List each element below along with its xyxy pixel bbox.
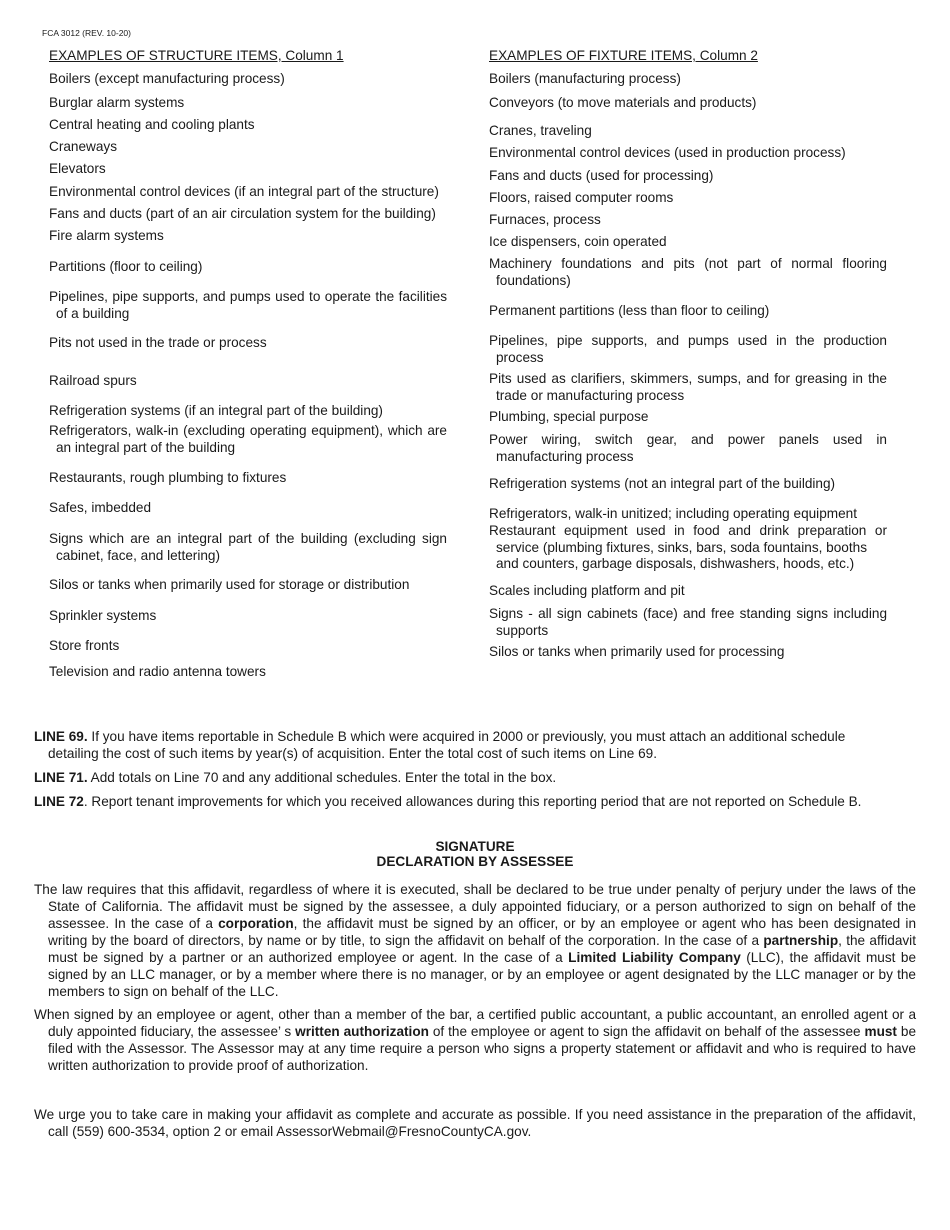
fixture-item <box>489 409 887 426</box>
fixture-item <box>489 644 887 661</box>
structure-item <box>49 423 447 456</box>
structure-item <box>49 259 447 276</box>
item-text: Craneways <box>49 139 117 154</box>
item-text: Pits not used in the trade or process <box>49 335 267 350</box>
fixture-item <box>489 476 887 493</box>
fixture-item <box>489 506 887 523</box>
item-text: Pipelines, pipe supports, and pumps used in the production <box>489 333 887 348</box>
text: (LLC), the affidavit must be signed by an LLC manager, or by a member where there is no manager, or by an employee or agent designated by the LLC manager or by the members to sign on behalf of the LLC. <box>48 950 916 999</box>
item-text-continued: of a building <box>56 305 130 321</box>
form-number: FCA 3012 (REV. 10-20) <box>42 28 131 38</box>
fixture-item <box>489 256 887 289</box>
text: , the affidavit must be signed by an officer, or by an employee or agent who has been designated in writing by the board of directors, by name or by title, to sign the affidavit on behalf of the corporation. In the case of a <box>48 916 917 948</box>
item-text: Furnaces, process <box>489 212 601 227</box>
fixture-item <box>489 303 887 320</box>
item-text: Burglar alarm systems <box>49 95 185 110</box>
structure-item <box>49 638 447 655</box>
structure-item <box>49 228 447 245</box>
item-text: Partitions (floor to ceiling) <box>49 259 203 274</box>
fixture-item <box>489 123 887 140</box>
line-69-instruction <box>34 728 894 762</box>
structure-item <box>49 71 447 88</box>
bold-text: Limited Liability Company <box>568 950 741 965</box>
item-text: Refrigeration systems (if an integral part of the building) <box>49 403 383 418</box>
structure-item <box>49 608 447 625</box>
line-label: LINE 72 <box>34 794 84 809</box>
structure-item <box>49 373 447 390</box>
item-text: Fans and ducts (used for processing) <box>489 168 714 183</box>
structure-item <box>49 531 447 564</box>
signature-title: SIGNATURE <box>435 839 515 854</box>
item-text: Ice dispensers, coin operated <box>489 234 667 249</box>
fixture-item <box>489 333 887 366</box>
item-text: Fans and ducts (part of an air circulation system for the building) <box>49 206 436 221</box>
line-text: . Report tenant improvements for which you received allowances during this reporting period that are not reported on Schedule B. <box>83 794 862 809</box>
text: , the affidavit must be signed by a partner or an authorized employee or agent. In the case of a <box>48 933 916 965</box>
structure-item <box>49 184 447 201</box>
bold-text: must <box>864 1024 897 1039</box>
item-text: Central heating and cooling plants <box>49 117 255 132</box>
item-text: Signs - all sign cabinets (face) and free standing signs including <box>489 606 887 621</box>
assistance-paragraph: We urge you to take care in making your affidavit as complete and accurate as possible. If you need assistance in the preparation of the affidavit, call (559) 600-3534, option 2 or email AssessorWebmail@FresnoCountyCA.gov. <box>34 1107 916 1139</box>
item-text-continued: process <box>496 349 544 365</box>
line-label: LINE 71. <box>34 770 88 785</box>
fixture-item <box>489 190 887 207</box>
item-text-continued: foundations) <box>496 272 571 288</box>
fixture-item <box>489 212 887 229</box>
line-72-instruction <box>34 793 894 810</box>
fixture-item <box>489 168 887 185</box>
text: of the employee or agent to sign the affidavit on behalf of the assessee <box>428 1024 865 1039</box>
item-text: Refrigerators, walk-in (excluding operating equipment), which are <box>49 423 447 438</box>
item-text: Environmental control devices (used in production process) <box>489 145 846 160</box>
structure-item <box>49 139 447 156</box>
item-text: Television and radio antenna towers <box>49 664 266 679</box>
structure-item <box>49 206 447 223</box>
fixture-item <box>489 583 887 600</box>
structure-item <box>49 117 447 134</box>
item-text-continued: an integral part of the building <box>56 439 236 455</box>
item-text: Boilers (manufacturing process) <box>489 71 681 86</box>
item-text: Refrigeration systems (not an integral part of the building) <box>489 476 836 491</box>
item-text: Restaurants, rough plumbing to fixtures <box>49 470 287 485</box>
item-text: Restaurant equipment used in food and drink preparation or <box>489 523 887 538</box>
fixture-item <box>489 145 887 162</box>
item-text: Cranes, traveling <box>489 123 592 138</box>
item-text: Railroad spurs <box>49 373 137 388</box>
item-text-continued: and counters, garbage disposals, dishwashers, hoods, etc.) <box>496 556 855 571</box>
item-text-continued: service (plumbing fixtures, sinks, bars, soda fountains, booths <box>496 539 867 555</box>
structure-column-title: EXAMPLES OF STRUCTURE ITEMS, Column 1 <box>49 48 344 63</box>
line-text: Add totals on Line 70 and any additional schedules. Enter the total in the box. <box>87 770 557 785</box>
fixture-item <box>489 523 887 573</box>
fixture-column-title: EXAMPLES OF FIXTURE ITEMS, Column 2 <box>489 48 758 63</box>
structure-item <box>49 577 447 594</box>
item-text: Silos or tanks when primarily used for processing <box>489 644 785 659</box>
fixture-item <box>489 606 887 639</box>
fixture-column <box>489 48 887 659</box>
item-text: Fire alarm systems <box>49 228 164 243</box>
fixture-item <box>489 95 887 112</box>
structure-column <box>49 48 447 679</box>
signature-heading <box>0 840 950 869</box>
item-text: Store fronts <box>49 638 120 653</box>
line-label: LINE 69. <box>34 729 88 744</box>
text: The law requires that this affidavit, regardless of where it is executed, shall be declared to be true under penalty of perjury under the laws of the State of California. The affidavit must be signed by the assessee, a duly appointed fiduciary, or a person authorized to sign on behalf of the assessee. In the case of a <box>34 882 916 931</box>
item-text: Pits used as clarifiers, skimmers, sumps, and for greasing in the <box>489 371 887 386</box>
item-text: Signs which are an integral part of the building (excluding sign <box>49 531 447 546</box>
fixture-item <box>489 432 887 465</box>
item-text: Plumbing, special purpose <box>489 409 649 424</box>
item-text: Conveyors (to move materials and products) <box>489 95 757 110</box>
item-text: Silos or tanks when primarily used for storage or distribution <box>49 577 410 592</box>
structure-item <box>49 500 447 517</box>
structure-item <box>49 470 447 487</box>
structure-item <box>49 95 447 112</box>
declaration-title: DECLARATION BY ASSESSEE <box>376 853 574 869</box>
line-instructions <box>34 728 894 817</box>
item-text: Environmental control devices (if an integral part of the structure) <box>49 184 439 199</box>
structure-item <box>49 664 447 681</box>
item-text-continued: manufacturing process <box>496 448 634 464</box>
bold-text: written authorization <box>295 1024 429 1039</box>
bold-text: partnership <box>763 933 839 948</box>
item-text-continued: cabinet, face, and lettering) <box>56 547 220 563</box>
authorization-paragraph <box>34 1006 916 1074</box>
line-71-instruction <box>34 769 894 786</box>
structure-item <box>49 289 447 322</box>
bold-text: corporation <box>218 916 294 931</box>
item-text-continued: supports <box>496 622 549 638</box>
item-text: Pipelines, pipe supports, and pumps used to operate the facilities <box>49 289 447 304</box>
item-text: Floors, raised computer rooms <box>489 190 674 205</box>
item-text: Machinery foundations and pits (not part of normal flooring <box>489 256 887 271</box>
item-text: Safes, imbedded <box>49 500 152 515</box>
item-text: Refrigerators, walk-in unitized; including operating equipment <box>489 506 857 521</box>
item-text: Scales including platform and pit <box>489 583 685 598</box>
item-text: Power wiring, switch gear, and power panels used in <box>489 432 887 447</box>
law-requirement-paragraph <box>34 881 916 1000</box>
item-text: Elevators <box>49 161 106 176</box>
structure-item <box>49 335 447 352</box>
structure-item <box>49 403 447 420</box>
item-text-continued: trade or manufacturing process <box>496 387 685 403</box>
item-text: Boilers (except manufacturing process) <box>49 71 285 86</box>
fixture-item <box>489 371 887 404</box>
fixture-item <box>489 71 887 88</box>
line-text: If you have items reportable in Schedule B which were acquired in 2000 or previously, you must attach an additional schedule detailing the cost of such items by year(s) of acquisition. Enter the total cost of such items on Line 69. <box>48 729 846 761</box>
item-text: Permanent partitions (less than floor to ceiling) <box>489 303 770 318</box>
text: be filed with the Assessor. The Assessor may at any time require a person who signs a property statement or affidavit and who is required to have written authorization to provide proof of authorization. <box>48 1024 916 1073</box>
fixture-item <box>489 234 887 251</box>
structure-item <box>49 161 447 178</box>
item-text: Sprinkler systems <box>49 608 157 623</box>
text: When signed by an employee or agent, other than a member of the bar, a certified public accountant, a public accountant, an enrolled agent or a duly appointed fiduciary, the assessee’ s <box>34 1007 916 1039</box>
